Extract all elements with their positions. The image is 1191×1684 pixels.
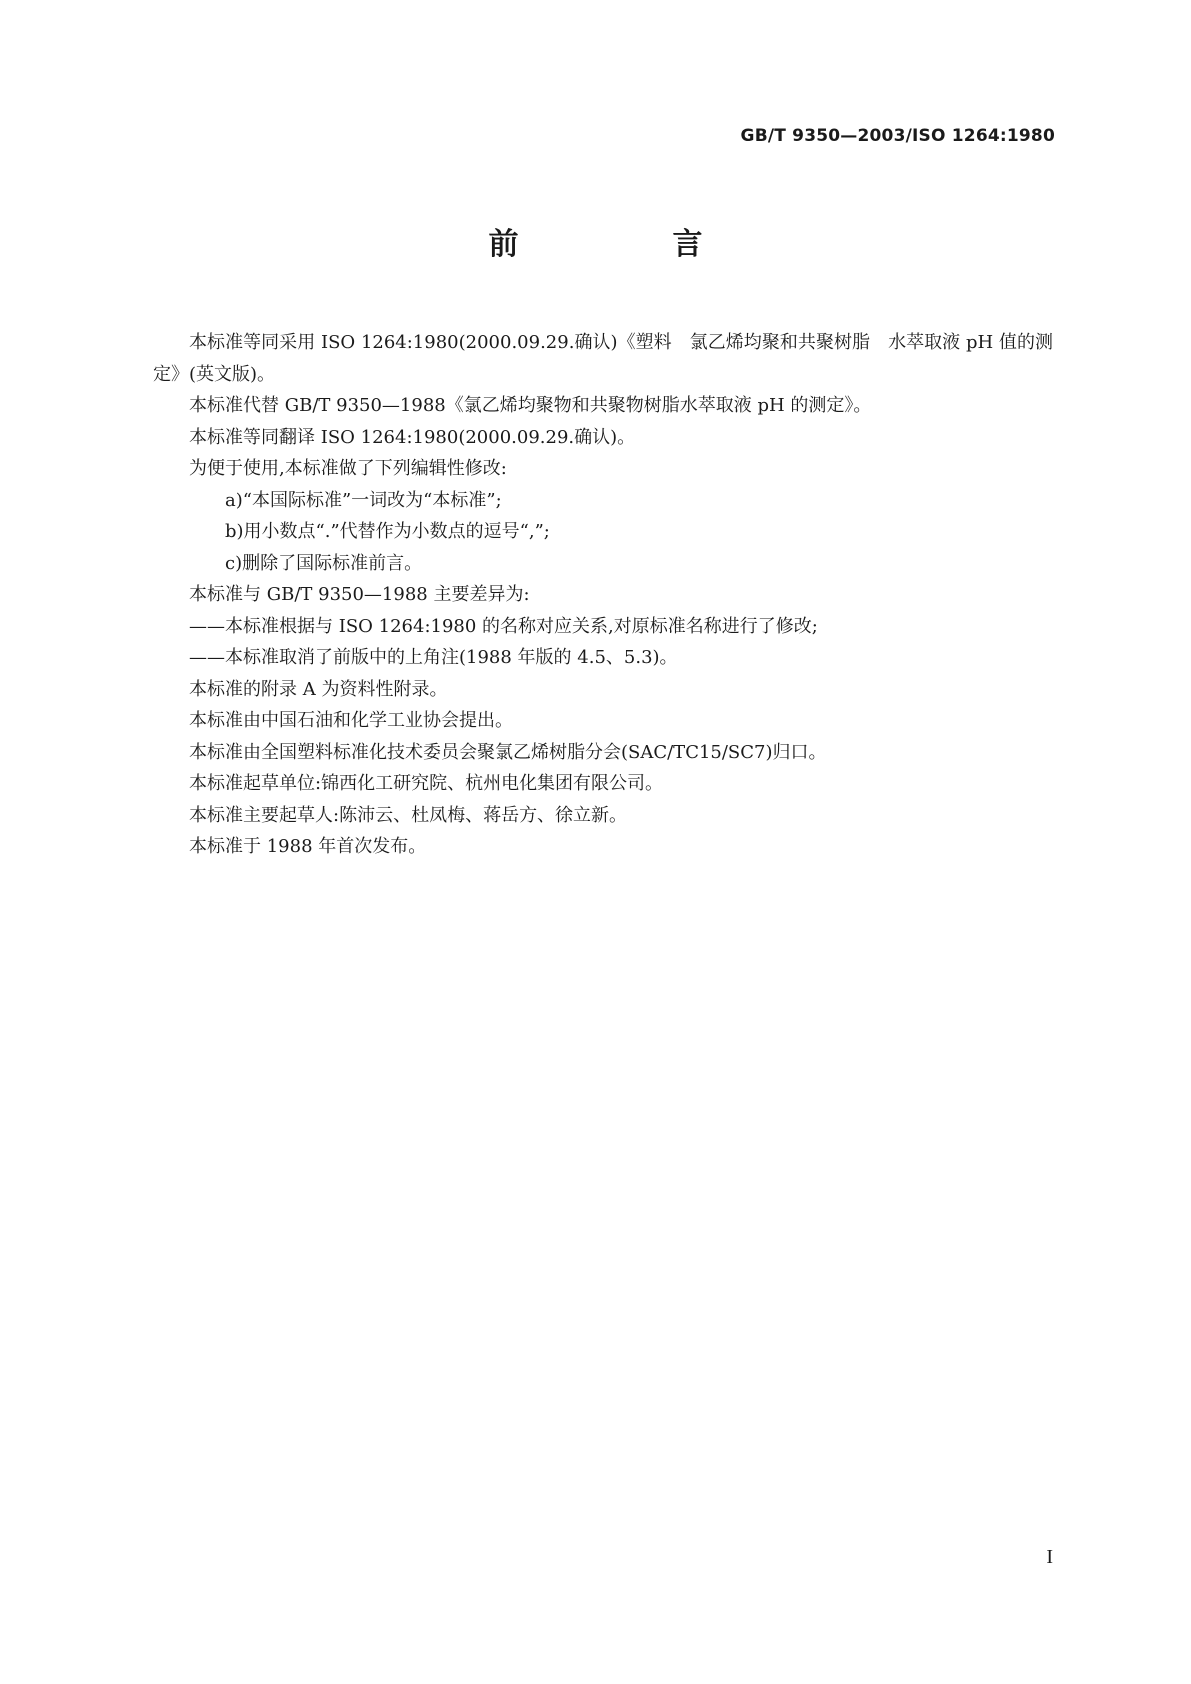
standard-code-header: GB/T 9350—2003/ISO 1264:1980 [740, 126, 1055, 146]
paragraph-proposer: 本标准由中国石油和化学工业协会提出。 [189, 710, 513, 731]
list-item [153, 548, 1053, 580]
paragraph-drafting-units: 本标准起草单位:锦西化工研究院、杭州电化集团有限公司。 [189, 773, 664, 794]
list-item-text: 删除了国际标准前言。 [242, 552, 423, 574]
paragraph-translation: 本标准等同翻译 ISO 1264:1980(2000.09.29.确认)。 [189, 426, 636, 448]
dash-item: ——本标准取消了前版中的上角注(1988 年版的 4.5、5.3)。 [189, 647, 678, 668]
list-item [153, 485, 1053, 517]
list-marker: a) [225, 489, 243, 511]
paragraph-drafters: 本标准主要起草人:陈沛云、杜凤梅、蒋岳方、徐立新。 [189, 804, 628, 826]
list-item-text: 用小数点“.”代替作为小数点的逗号“,”; [243, 521, 550, 542]
dash-item: ——本标准根据与 ISO 1264:1980 的名称对应关系,对原标准名称进行了修改; [189, 615, 818, 637]
page-title: 前 言 [488, 227, 765, 262]
paragraph-replaces: 本标准代替 GB/T 9350—1988《氯乙烯均聚物和共聚物树脂水萃取液 pH 的测定》。 [189, 395, 872, 416]
foreword-body [153, 327, 1053, 863]
paragraph-adoption: 本标准等同采用 ISO 1264:1980(2000.09.29.确认)《塑料 氯乙烯均聚和共聚树脂 水萃取液 pH 值的测定》(英文版)。 [153, 332, 1053, 385]
paragraph-differences: 本标准与 GB/T 9350—1988 主要差异为: [189, 584, 530, 605]
list-item [153, 516, 1053, 548]
paragraph-annex: 本标准的附录 A 为资料性附录。 [189, 678, 448, 700]
paragraph-committee: 本标准由全国塑料标准化技术委员会聚氯乙烯树脂分会(SAC/TC15/SC7)归口。 [189, 741, 827, 763]
paragraph-first-release: 本标准于 1988 年首次发布。 [189, 836, 427, 857]
list-marker: c) [225, 552, 243, 574]
paragraph-editorial-changes: 为便于使用,本标准做了下列编辑性修改: [189, 458, 507, 479]
page-number: I [1046, 1546, 1053, 1568]
list-marker: b) [225, 521, 244, 542]
list-item-text: “本国际标准”一词改为“本标准”; [242, 489, 502, 511]
